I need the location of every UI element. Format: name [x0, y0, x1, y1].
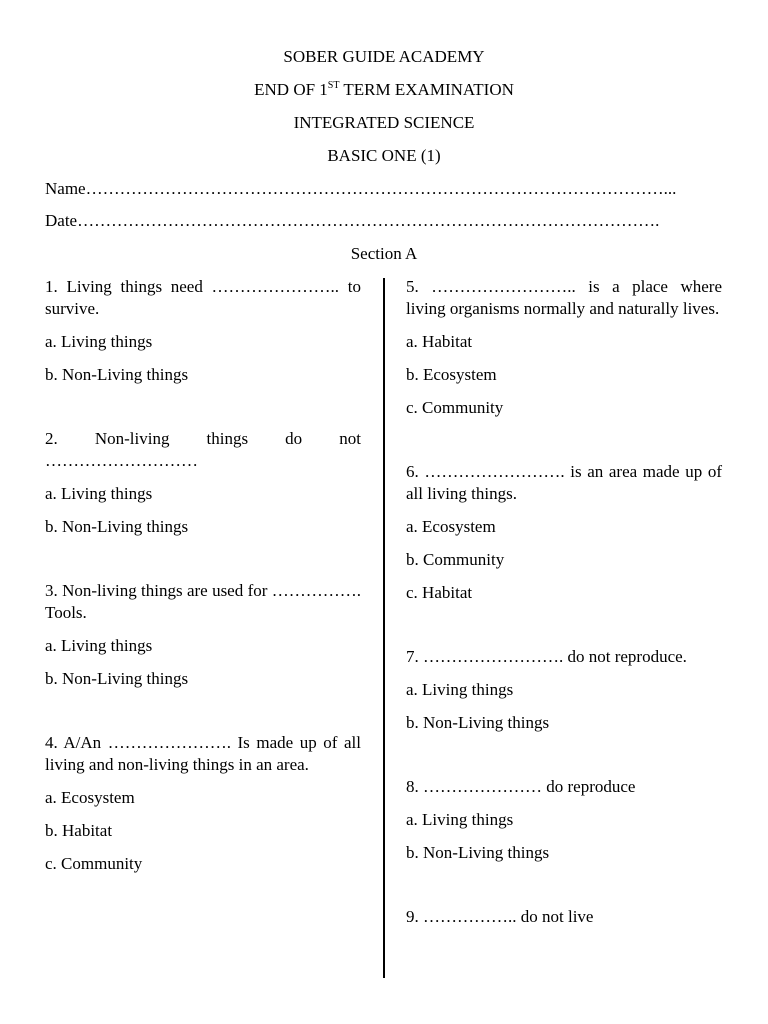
answer-option: a. Habitat — [406, 332, 473, 351]
date-field: Date…………………………………………………………………………………………. — [45, 211, 660, 230]
exam-title-prefix: END OF 1 — [254, 80, 328, 99]
question-text: 3. Non-living things are used for ……………. Tools. — [45, 581, 361, 622]
exam-title-ordinal: ST — [327, 80, 340, 91]
school-name: SOBER GUIDE ACADEMY — [283, 47, 485, 66]
question-block — [45, 732, 361, 875]
answer-option: c. Community — [406, 398, 504, 417]
question-text: 7. ……………………. do not reproduce. — [406, 647, 687, 666]
answer-option: a. Living things — [45, 484, 153, 503]
question-spacer — [406, 614, 722, 646]
answer-option: b. Community — [406, 550, 505, 569]
exam-title — [0, 80, 768, 100]
right-question-column — [406, 276, 722, 938]
answer-option: b. Non-Living things — [406, 713, 550, 732]
question-block — [45, 428, 361, 538]
column-divider — [383, 278, 385, 978]
question-text: 8. ………………… do reproduce — [406, 777, 636, 796]
question-spacer — [45, 548, 361, 580]
answer-option: b. Non-Living things — [45, 517, 189, 536]
question-spacer — [406, 744, 722, 776]
question-text: 5. …………………….. is a place where living organisms normally and naturally lives. — [406, 277, 722, 318]
answer-option: a. Living things — [406, 680, 514, 699]
question-block — [406, 776, 722, 864]
question-spacer — [406, 429, 722, 461]
question-block — [406, 906, 722, 928]
answer-option: a. Ecosystem — [406, 517, 496, 536]
question-block — [406, 276, 722, 419]
answer-option: c. Habitat — [406, 583, 473, 602]
question-spacer — [45, 700, 361, 732]
question-text: 6. ……………………. is an area made up of all living things. — [406, 462, 722, 503]
exam-title-suffix: TERM EXAMINATION — [339, 80, 514, 99]
answer-option: a. Ecosystem — [45, 788, 135, 807]
question-text: 1. Living things need ………………….. to survive. — [45, 277, 361, 318]
question-spacer — [45, 396, 361, 428]
question-block — [406, 461, 722, 604]
question-block — [45, 276, 361, 386]
question-spacer — [406, 874, 722, 906]
answer-option: c. Community — [45, 854, 143, 873]
class-title: BASIC ONE (1) — [327, 146, 441, 165]
answer-option: b. Non-Living things — [406, 843, 550, 862]
answer-option: a. Living things — [406, 810, 514, 829]
question-block — [406, 646, 722, 734]
subject-title: INTEGRATED SCIENCE — [293, 113, 475, 132]
question-text: 9. …………….. do not live — [406, 907, 594, 926]
left-question-column — [45, 276, 361, 885]
answer-option: a. Living things — [45, 636, 153, 655]
question-block — [45, 580, 361, 690]
name-field: Name…………………………………………………………………………………………... — [45, 179, 677, 198]
answer-option: b. Non-Living things — [45, 365, 189, 384]
answer-option: b. Non-Living things — [45, 669, 189, 688]
answer-option: b. Habitat — [45, 821, 113, 840]
question-text: 2. Non-living things do not ……………………… — [45, 429, 361, 470]
answer-option: b. Ecosystem — [406, 365, 497, 384]
answer-option: a. Living things — [45, 332, 153, 351]
section-title: Section A — [350, 244, 418, 263]
question-text: 4. A/An …………………. Is made up of all living and non-living things in an area. — [45, 733, 361, 774]
